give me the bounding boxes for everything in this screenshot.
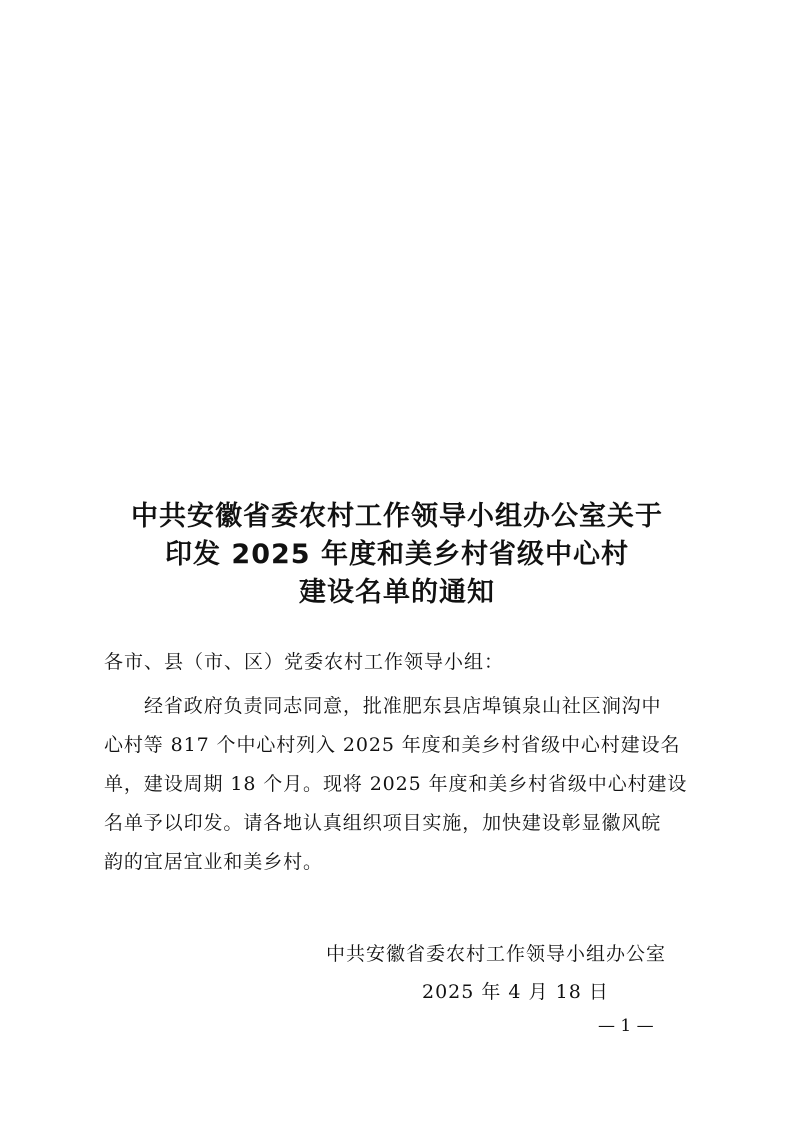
page-number: — 1 — [598, 1016, 654, 1036]
body-line-5: 韵的宜居宜业和美乡村。 [104, 851, 323, 873]
body-paragraph [104, 687, 694, 882]
title-line-2: 印发 2025 年度和美乡村省级中心村 [165, 539, 629, 570]
document-title [0, 498, 794, 612]
body-line-1: 经省政府负责同志同意，批准肥东县店埠镇泉山社区涧沟中 [144, 695, 662, 717]
body-line-4: 名单予以印发。请各地认真组织项目实施，加快建设彰显徽风皖 [104, 812, 662, 834]
title-line-1: 中共安徽省委农村工作领导小组办公室关于 [131, 501, 663, 532]
title-line-3: 建设名单的通知 [299, 577, 495, 608]
salutation: 各市、县（市、区）党委农村工作领导小组： [104, 651, 505, 673]
body-line-3: 单，建设周期 18 个月。现将 2025 年度和美乡村省级中心村建设 [104, 773, 688, 795]
issue-date: 2025 年 4 月 18 日 [422, 981, 609, 1003]
issuer-signature: 中共安徽省委农村工作领导小组办公室 [326, 943, 667, 965]
body-line-2: 心村等 817 个中心村列入 2025 年度和美乡村省级中心村建设名 [104, 734, 681, 756]
